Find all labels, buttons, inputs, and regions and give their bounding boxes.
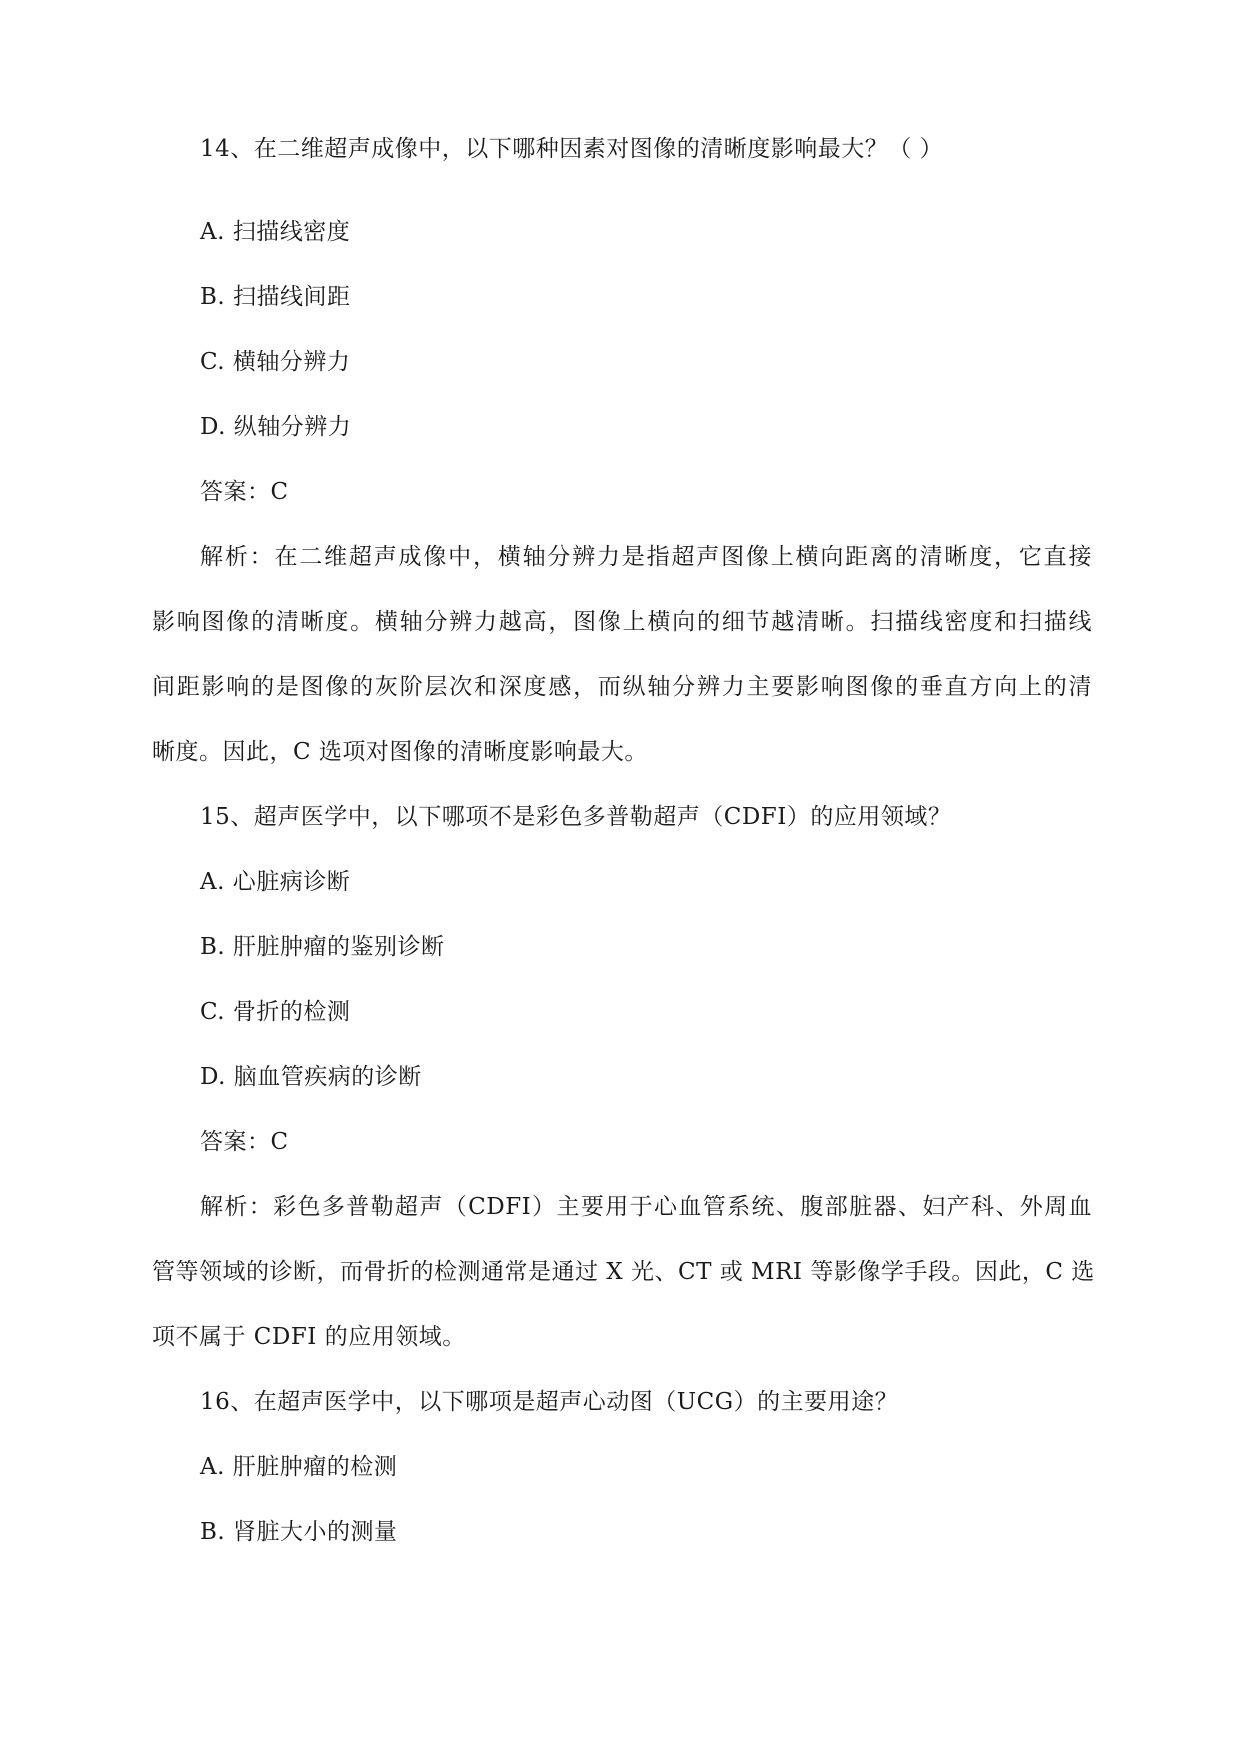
question-15-option-c: C. 骨折的检测	[200, 999, 351, 1025]
question-15-analysis-line: 管等领域的诊断，而骨折的检测通常是通过 X 光、CT 或 MRI 等影像学手段。因此，C 选	[152, 1259, 1095, 1285]
question-14-analysis-line: 解析：在二维超声成像中，横轴分辨力是指超声图像上横向距离的清晰度，它直接	[200, 544, 1092, 570]
question-14-option-c: C. 横轴分辨力	[200, 349, 351, 375]
question-14-answer: 答案：C	[200, 479, 289, 505]
question-15-option-b: B. 肝脏肿瘤的鉴别诊断	[200, 934, 445, 960]
question-16-stem: 16、在超声医学中，以下哪项是超声心动图（UCG）的主要用途？	[200, 1389, 899, 1415]
question-14-analysis-line: 影响图像的清晰度。横轴分辨力越高，图像上横向的细节越清晰。扫描线密度和扫描线	[152, 609, 1092, 635]
question-16-option-a: A. 肝脏肿瘤的检测	[200, 1454, 398, 1480]
question-15-analysis-line: 项不属于 CDFI 的应用领域。	[152, 1324, 466, 1350]
question-14-option-d: D. 纵轴分辨力	[200, 414, 352, 440]
question-14-stem: 14、在二维超声成像中，以下哪种因素对图像的清晰度影响最大？（ ）	[200, 136, 944, 162]
question-15-analysis-line: 解析：彩色多普勒超声（CDFI）主要用于心血管系统、腹部脏器、妇产科、外周血	[200, 1194, 1092, 1220]
question-14-analysis-line: 晰度。因此，C 选项对图像的清晰度影响最大。	[152, 739, 648, 765]
question-15-answer: 答案：C	[200, 1129, 289, 1155]
question-14-analysis-line: 间距影响的是图像的灰阶层次和深度感，而纵轴分辨力主要影响图像的垂直方向上的清	[152, 674, 1092, 700]
question-15-option-d: D. 脑血管疾病的诊断	[200, 1064, 422, 1090]
question-15-option-a: A. 心脏病诊断	[200, 869, 351, 895]
question-15-stem: 15、超声医学中，以下哪项不是彩色多普勒超声（CDFI）的应用领域？	[200, 804, 952, 830]
question-14-option-b: B. 扫描线间距	[200, 284, 351, 310]
question-14-option-a: A. 扫描线密度	[200, 219, 351, 245]
question-16-option-b: B. 肾脏大小的测量	[200, 1519, 398, 1545]
